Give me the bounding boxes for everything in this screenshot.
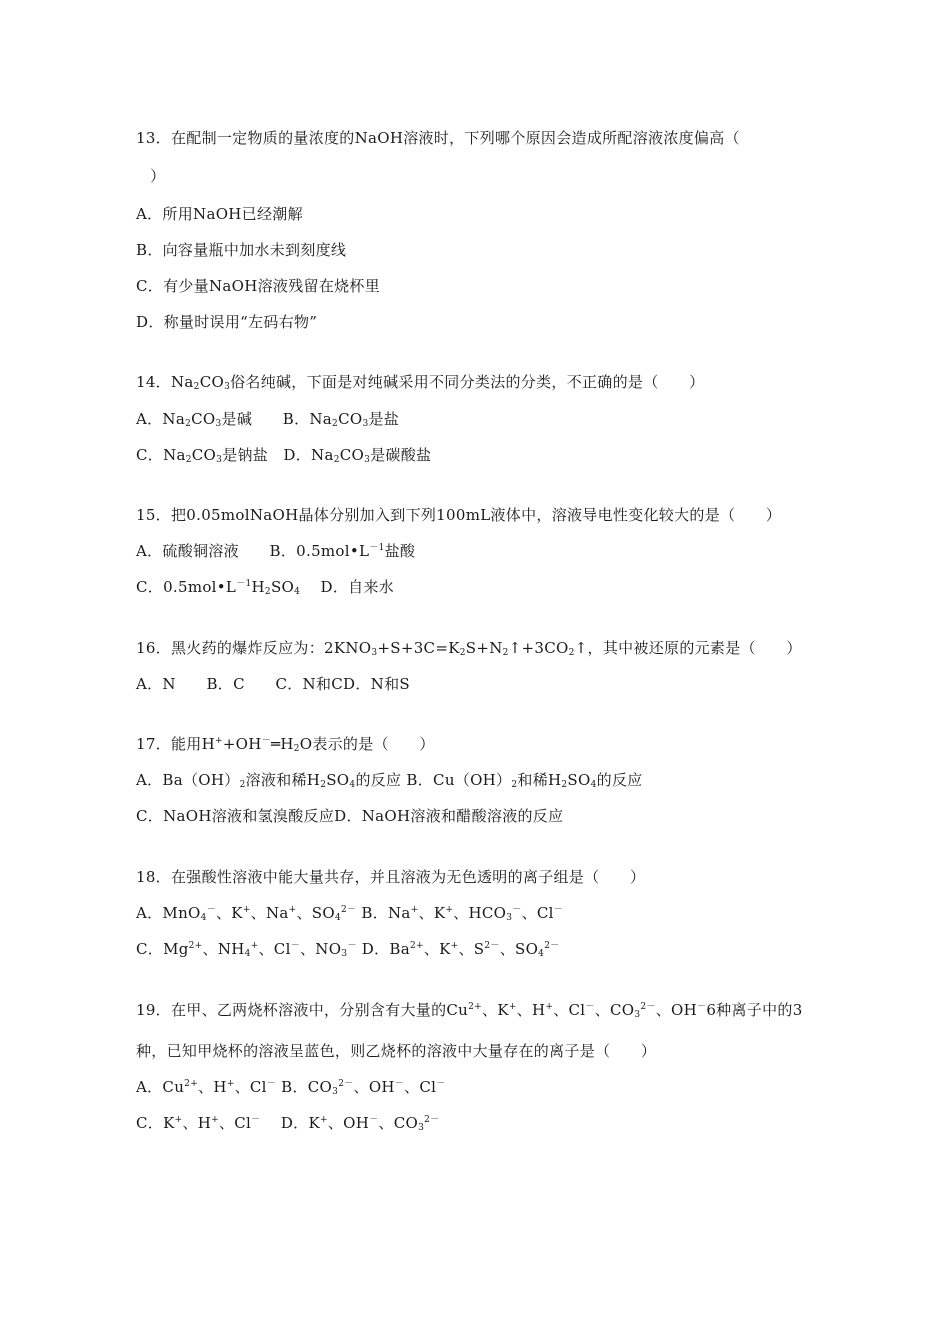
question-18-options-ab: A．MnO$_4$－、K+、Na+、$SO_4^{2-}$ B．Na+、K+、$HCO_3^-$、Cl－ [136,904,564,923]
question-15-options-cd: C．$0.5mol•L^{-1}H_2SO_4$ D．自来水 [136,578,395,597]
question-13-stem-cont: ） [140,167,166,185]
question-17-stem: 17．能用$H^++OH^-═H_2O$表示的是（ ） [136,735,435,754]
question-19-stem: 19．在甲、乙两烧杯溶液中，分别含有大量的$Cu^{2+}$、K+、H+、Cl－、$CO_3^{2-}$、OH－6种离子中的3 [136,1001,803,1020]
question-17-options-cd: C．NaOH溶液和氢溴酸反应D．NaOH溶液和醋酸溶液的反应 [136,807,564,825]
question-14-options-cd: C．$Na_2CO_3$是钠盐 D．$Na_2CO_3$是碳酸盐 [136,446,432,465]
question-16-options: A．N B．C C．N和CD．N和S [136,675,410,693]
question-13-stem: 13．在配制一定物质的量浓度的NaOH溶液时，下列哪个原因会造成所配溶液浓度偏高（ [136,129,740,147]
question-13-option-c: C．有少量NaOH溶液残留在烧杯里 [136,277,381,295]
question-15-stem: 15．把0.05molNaOH晶体分别加入到下列100mL液体中，溶液导电性变化较大的是（ ） [136,506,782,524]
question-19-options-cd: C．K+、H+、Cl－ D．K+、OH－、$CO_3^{2-}$ [136,1114,440,1133]
question-18-options-cd: C．$Mg^{2+}$、$NH_4^+$、Cl－、$NO_3^-$ D．$Ba^{2+}$、K+、$S^{2-}$、$SO_4^{2-}$ [136,940,560,959]
question-14-stem: 14．$Na_2CO_3$俗名纯碱，下面是对纯碱采用不同分类法的分类，不正确的是（ ） [136,373,705,392]
question-13-option-d: D．称量时误用“左码右物” [136,313,318,331]
question-13-option-a: A．所用NaOH已经潮解 [136,205,303,223]
question-19-options-ab: A．$Cu^{2+}$、H+、Cl－ B．$CO_3^{2-}$、OH－、Cl－ [136,1078,446,1097]
question-17-options-ab: A．$Ba(OH)_2$溶液和稀$H_2SO_4$的反应 B．$Cu(OH)_2$和稀$H_2SO_4$的反应 [136,771,643,790]
question-13-option-b: B．向容量瓶中加水未到刻度线 [136,241,347,259]
question-19-stem-cont: 种，已知甲烧杯的溶液呈蓝色，则乙烧杯的溶液中大量存在的离子是（ ） [136,1042,657,1060]
question-14-options-ab: A．$Na_2CO_3$是碱 B．$Na_2CO_3$是盐 [136,410,400,429]
question-15-options-ab: A．硫酸铜溶液 B．$0.5mol•L^{-1}$盐酸 [136,542,416,560]
question-18-stem: 18．在强酸性溶液中能大量共存，并且溶液为无色透明的离子组是（ ） [136,868,646,886]
question-16-stem: 16．黑火药的爆炸反应为：$2KNO_3+S+3C=K_2S+N_2↑+3CO_2↑$，其中被还原的元素是（ ） [136,639,802,658]
